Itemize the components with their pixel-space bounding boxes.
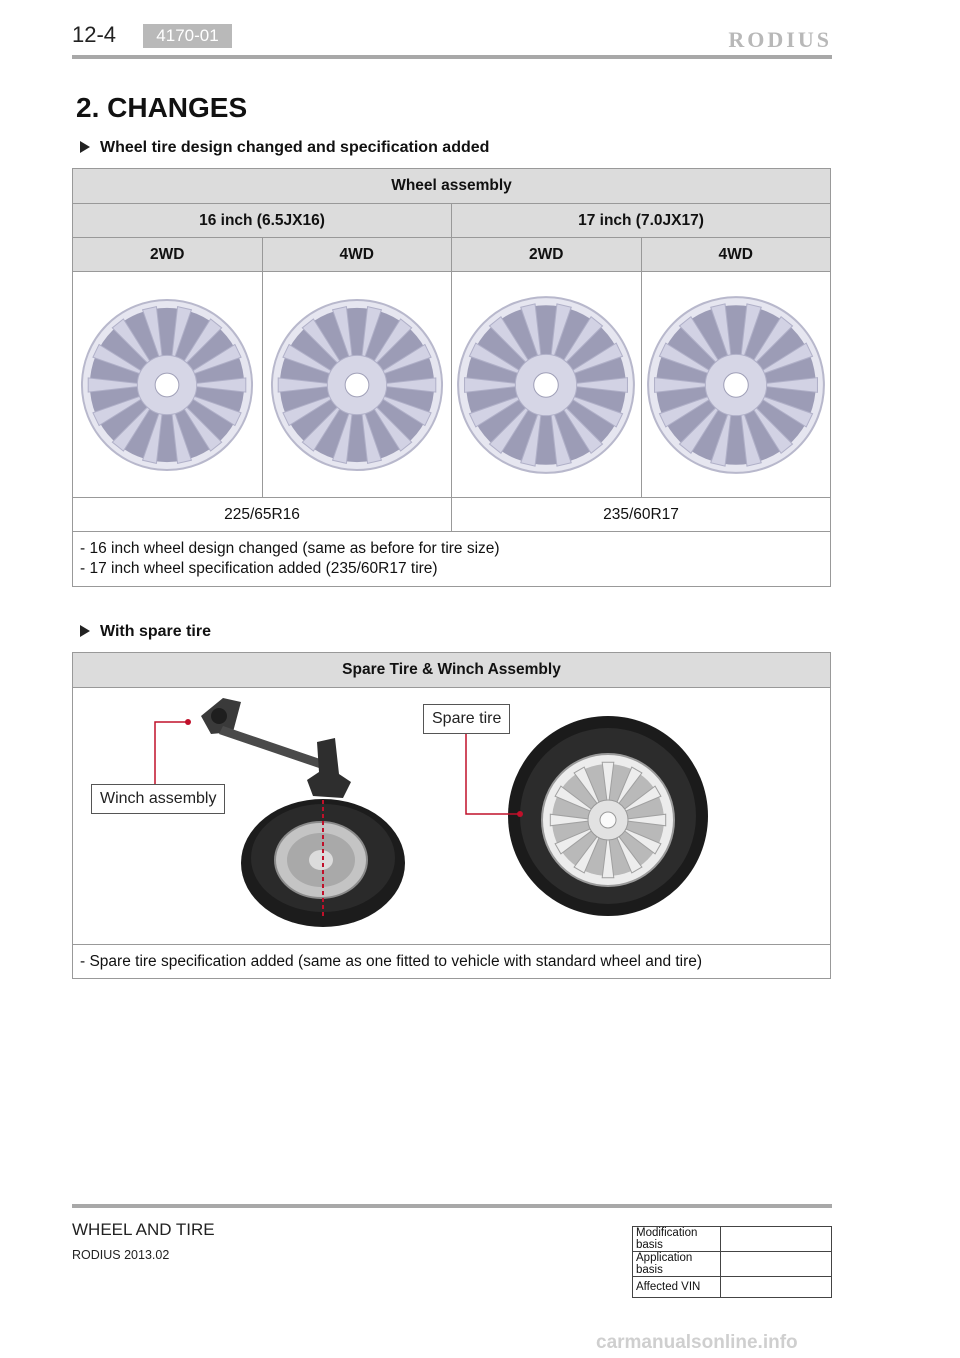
spare-illustration-cell: [73, 688, 831, 945]
section2-bullet: [80, 623, 211, 641]
affected-vin-value: [721, 1277, 832, 1298]
watermark: carmanualsonline.info: [596, 1332, 798, 1353]
spare-table-title: Spare Tire & Winch Assembly: [73, 653, 831, 688]
modification-table: [632, 1226, 832, 1298]
wheel-group-17: 17 inch (7.0JX17): [452, 204, 831, 238]
modification-basis-label: Modification basis: [633, 1227, 721, 1252]
section-code-badge: 4170-01: [143, 24, 232, 48]
wheel-notes: [73, 532, 831, 587]
page-number: 12-4: [72, 22, 117, 47]
wheel-image-16-4wd: [262, 272, 452, 498]
section1-bullet-text: Wheel tire design changed and specification added: [100, 139, 490, 156]
brand-logo: RODIUS: [728, 27, 832, 52]
section2-bullet-text: With spare tire: [100, 623, 211, 640]
tire-size-16: 225/65R16: [73, 498, 452, 532]
wheel-note-line: - 17 inch wheel specification added (235/60R17 tire): [80, 560, 438, 577]
wheel-group-16: 16 inch (6.5JX16): [73, 204, 452, 238]
wheel-image-17-4wd: [641, 272, 831, 498]
modification-basis-value: [721, 1227, 832, 1252]
wheel-table-title: Wheel assembly: [73, 169, 831, 204]
spare-tire-callout: Spare tire: [423, 704, 510, 734]
wheel-note-line: - 16 inch wheel design changed (same as before for tire size): [80, 540, 500, 557]
spare-tire-icon: [508, 716, 708, 916]
affected-vin-label: Affected VIN: [633, 1277, 721, 1298]
application-basis-value: [721, 1252, 832, 1277]
spare-tire-table: [72, 652, 831, 979]
wheel-image-16-2wd: [73, 272, 263, 498]
alloy-wheel-icon: [268, 296, 446, 474]
alloy-wheel-icon: [644, 293, 828, 477]
drive-type-17-2wd: 2WD: [452, 238, 642, 272]
alloy-wheel-icon: [454, 293, 638, 477]
header-rule: [72, 55, 832, 59]
winch-assembly-callout: Winch assembly: [91, 784, 225, 814]
section1-bullet: [80, 139, 489, 157]
tire-size-17: 235/60R17: [452, 498, 831, 532]
winch-assembly-icon: [201, 698, 351, 798]
drive-type-16-4wd: 4WD: [262, 238, 452, 272]
application-basis-label: Application basis: [633, 1252, 721, 1277]
footer-subtitle: RODIUS 2013.02: [72, 1248, 170, 1262]
page-title: 2. CHANGES: [76, 92, 248, 123]
spare-note: - Spare tire specification added (same as one fitted to vehicle with standard wheel and tire): [73, 945, 831, 979]
drive-type-17-4wd: 4WD: [641, 238, 831, 272]
wheel-assembly-table: [72, 168, 831, 587]
play-arrow-icon: [80, 141, 90, 153]
alloy-wheel-icon: [78, 296, 256, 474]
footer-rule: [72, 1204, 832, 1208]
drive-type-16-2wd: 2WD: [73, 238, 263, 272]
wheel-image-17-2wd: [452, 272, 642, 498]
play-arrow-icon: [80, 625, 90, 637]
footer-title: WHEEL AND TIRE: [72, 1220, 215, 1239]
